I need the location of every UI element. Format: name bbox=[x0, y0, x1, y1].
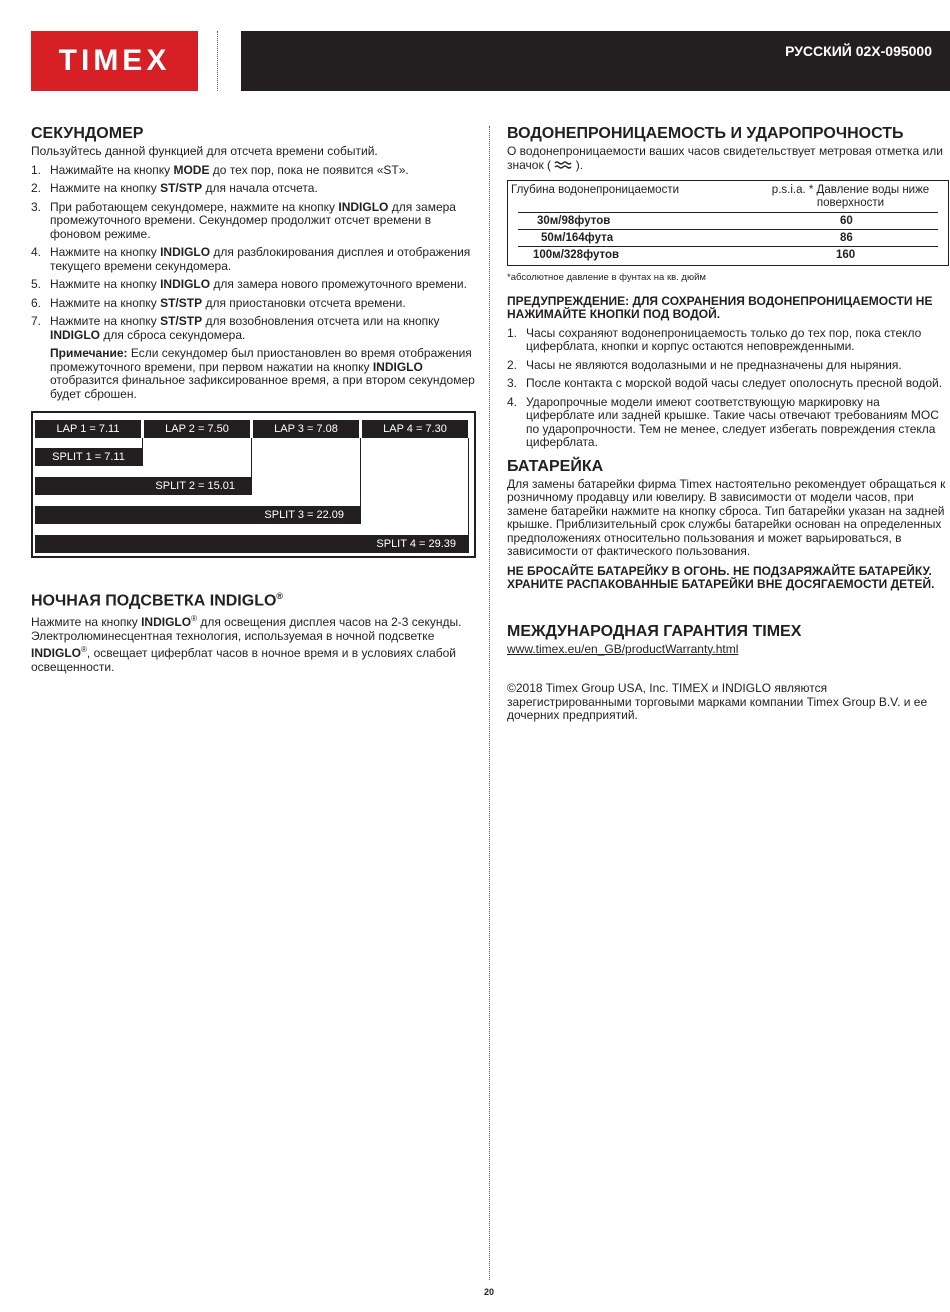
stopwatch-title: СЕКУНДОМЕР bbox=[31, 125, 144, 142]
button-name: INDIGLO bbox=[31, 646, 81, 661]
step-item bbox=[31, 164, 476, 178]
button-name: ST/STP bbox=[160, 181, 203, 195]
step-text: для начала отсчета. bbox=[202, 181, 318, 195]
table-row bbox=[518, 213, 938, 229]
water-intro-text: О водонепроницаемости ваших часов свидетельствует метровая отметка или значок ( bbox=[507, 144, 943, 172]
step-item bbox=[31, 315, 476, 342]
split-3-bar bbox=[35, 506, 360, 524]
indiglo-title bbox=[31, 587, 476, 610]
table-header-depth: Глубина водонепроницаемости bbox=[511, 184, 680, 196]
lap-3-bar: LAP 3 = 7.08 bbox=[253, 420, 359, 438]
button-name: MODE bbox=[173, 162, 210, 177]
button-name: INDIGLO bbox=[372, 359, 423, 374]
split-1-bar: SPLIT 1 = 7.11 bbox=[35, 448, 142, 466]
language-code: РУССКИЙ 02X-095000 bbox=[785, 43, 932, 59]
table-footnote: *абсолютное давление в фунтах на кв. дюйм bbox=[507, 272, 706, 283]
button-name: INDIGLO bbox=[160, 245, 211, 259]
step-text: Нажмите на кнопку bbox=[50, 277, 161, 291]
button-name: INDIGLO bbox=[338, 199, 389, 214]
indiglo-text-part: , освещает циферблат часов в ночное время и в условиях слабой освещенности. bbox=[31, 646, 456, 674]
indiglo-text-part: Нажмите на кнопку bbox=[31, 615, 142, 630]
water-notes bbox=[507, 327, 947, 450]
step-text: Нажмите на кнопку bbox=[50, 314, 161, 328]
lap-divider bbox=[251, 438, 252, 495]
step-text: для сброса секундомера. bbox=[100, 327, 246, 342]
battery-warning: НЕ БРОСАЙТЕ БАТАРЕЙКУ В ОГОНЬ. НЕ ПОДЗАРЯЖАЙТЕ БАТАРЕЙКУ. ХРАНИТЕ РАСПАКОВАННЫЕ БАТАРЕЙКИ ВНЕ ДОСЯГАЕМОСТИ ДЕТЕЙ. bbox=[507, 563, 935, 591]
step-text: до тех пор, пока не появится «ST». bbox=[209, 162, 409, 177]
copyright-text: ©2018 Timex Group USA, Inc. TIMEX и INDIGLO являются зарегистрированными торговыми марками компании Timex Group B.V. и ее дочерних предприятий. bbox=[507, 681, 928, 722]
lap-4-bar: LAP 4 = 7.30 bbox=[362, 420, 468, 438]
split-2-label: SPLIT 2 = 15.01 bbox=[155, 480, 235, 492]
step-number: 6. bbox=[31, 295, 42, 310]
step-text: для приостановки отсчета времени. bbox=[202, 295, 406, 310]
item-text: После контакта с морской водой часы следует ополоснуть пресной водой. bbox=[526, 376, 943, 390]
list-item bbox=[507, 396, 947, 450]
list-item bbox=[507, 377, 947, 391]
step-number: 1. bbox=[31, 162, 42, 177]
lap-1-bar: LAP 1 = 7.11 bbox=[35, 420, 141, 438]
table-cell-depth: 100м/328футов bbox=[533, 249, 620, 261]
table-cell-depth: 50м/164фута bbox=[541, 232, 614, 244]
warranty-link[interactable]: www.timex.eu/en_GB/productWarranty.html bbox=[507, 641, 739, 656]
battery-title: БАТАРЕЙКА bbox=[507, 457, 604, 475]
table-header-pressure: p.s.i.a. * Давление воды ниже поверхности bbox=[771, 184, 930, 209]
indiglo-text bbox=[31, 612, 476, 674]
step-item bbox=[31, 246, 476, 273]
registered-mark: ® bbox=[276, 591, 284, 601]
header-divider bbox=[217, 31, 218, 91]
note-label: Примечание: bbox=[50, 346, 128, 360]
header-bar bbox=[241, 31, 950, 91]
table-cell-depth: 30м/98футов bbox=[537, 215, 611, 227]
button-name: ST/STP bbox=[160, 314, 203, 328]
step-text: для возобновления отсчета или на кнопку bbox=[202, 314, 440, 328]
water-intro-text: ). bbox=[575, 157, 584, 172]
stopwatch-steps bbox=[31, 164, 476, 343]
table-cell-pressure: 160 bbox=[836, 249, 856, 261]
battery-text: Для замены батарейки фирма Timex настоятельно рекомендует обращаться к розничному продавцу или ювелиру. В зависимости от модели часов, при замене батарейки нажмите на кнопку сброса. Тип батарейки указан на задней крышке. Приблизительный срок службы батарейки оснoван на определенных предположениях относительно пользования и может варьироваться, в зависимости от фактического пользования. bbox=[507, 476, 946, 558]
lap-2-bar: LAP 2 = 7.50 bbox=[144, 420, 250, 438]
table-row bbox=[518, 247, 938, 263]
step-item bbox=[31, 201, 476, 242]
split-4-bar bbox=[35, 535, 468, 553]
lap-divider bbox=[142, 438, 143, 466]
item-text: Ударопрочные модели имеют соответствующую маркировку на циферблате или задней крышке. Такие часы отвечают требованиям MOC по ударопрочности. Тем не менее, следует избегать повреждения стекла циферблата. bbox=[526, 394, 939, 449]
lap-divider bbox=[468, 438, 469, 553]
table-row bbox=[518, 230, 938, 246]
left-column bbox=[31, 125, 476, 674]
step-text: для разблокирования дисплея и отображения текущего времени секундомера. bbox=[50, 245, 471, 273]
note-text: отобразится финальное зафиксированное время, а при втором секундомер будет сброшен. bbox=[50, 373, 475, 401]
water-waves-icon bbox=[554, 160, 572, 169]
stopwatch-intro: Пользуйтесь данной функцией для отсчета времени событий. bbox=[31, 144, 378, 158]
item-text: Часы сохраняют водонепроницаемость только до тех пор, пока стекло циферблата, кнопки и корпус остаются неповрежденными. bbox=[526, 325, 922, 353]
table-cell-pressure: 86 bbox=[840, 232, 853, 244]
water-title: ВОДОНЕПРОНИЦАЕМОСТЬ И УДАРОПРОЧНОСТЬ bbox=[507, 125, 904, 142]
timex-logo bbox=[31, 31, 198, 91]
button-name: INDIGLO bbox=[160, 277, 211, 291]
item-number: 2. bbox=[507, 357, 518, 372]
button-name: ST/STP bbox=[160, 295, 203, 310]
registered-mark: ® bbox=[191, 614, 197, 624]
step-text: для замера промежуточного времени. Секундомер продолжит отсчет времени в фоновом режиме. bbox=[50, 199, 456, 241]
item-number: 3. bbox=[507, 376, 518, 390]
registered-mark: ® bbox=[81, 645, 87, 655]
indiglo-text-part: для освещения дисплея часов на 2-3 секунды. Электролюминесцентная технология, используемая в ночной подсветке bbox=[31, 615, 462, 643]
step-number: 7. bbox=[31, 314, 42, 328]
split-2-bar bbox=[35, 477, 251, 495]
logo-text: TIMEX bbox=[58, 44, 171, 77]
stopwatch-note bbox=[31, 347, 476, 401]
water-warning: ПРЕДУПРЕЖДЕНИЕ: ДЛЯ СОХРАНЕНИЯ ВОДОНЕПРОНИЦАЕМОСТИ НЕ НАЖИМАЙТЕ КНОПКИ ПОД ВОДОЙ. bbox=[507, 293, 933, 321]
split-4-label: SPLIT 4 = 29.39 bbox=[376, 538, 456, 550]
indiglo-title-text: НОЧНАЯ ПОДСВЕТКА INDIGLO bbox=[31, 592, 277, 610]
water-intro bbox=[507, 145, 947, 172]
step-number: 3. bbox=[31, 199, 42, 214]
list-item bbox=[507, 359, 947, 373]
step-text: Нажмите на кнопку bbox=[50, 181, 161, 195]
step-text: для замера нового промежуточного времени. bbox=[210, 277, 467, 291]
step-text: Нажмите на кнопку bbox=[50, 295, 161, 310]
item-number: 1. bbox=[507, 325, 518, 340]
warranty-title: МЕЖДУНАРОДНАЯ ГАРАНТИЯ TIMEX bbox=[507, 622, 802, 640]
step-item bbox=[31, 278, 476, 292]
step-item bbox=[31, 297, 476, 311]
button-name: INDIGLO bbox=[50, 327, 100, 342]
list-item bbox=[507, 327, 947, 354]
note-text: Если секундомер был приостановлен во время отображения промежуточного времени, при первом нажатии на кнопку bbox=[50, 346, 472, 374]
column-divider bbox=[489, 126, 490, 1280]
step-text: Нажимайте на кнопку bbox=[50, 162, 174, 177]
right-column bbox=[507, 125, 947, 723]
step-number: 4. bbox=[31, 245, 42, 259]
split-3-label: SPLIT 3 = 22.09 bbox=[264, 509, 344, 521]
step-number: 2. bbox=[31, 181, 42, 195]
item-text: Часы не являются водолазными и не предназначены для ныряния. bbox=[526, 357, 902, 372]
button-name: INDIGLO bbox=[141, 615, 192, 630]
table-cell-pressure: 60 bbox=[840, 215, 853, 227]
step-item bbox=[31, 182, 476, 196]
item-number: 4. bbox=[507, 394, 518, 409]
step-number: 5. bbox=[31, 277, 42, 291]
page-number: 20 bbox=[484, 1287, 495, 1297]
lap-divider bbox=[360, 438, 361, 524]
water-resistance-table bbox=[507, 180, 949, 266]
lap-split-diagram bbox=[31, 411, 476, 558]
step-text: При работающем секундомере, нажмите на кнопку bbox=[50, 199, 339, 214]
step-text: Нажмите на кнопку bbox=[50, 245, 161, 259]
